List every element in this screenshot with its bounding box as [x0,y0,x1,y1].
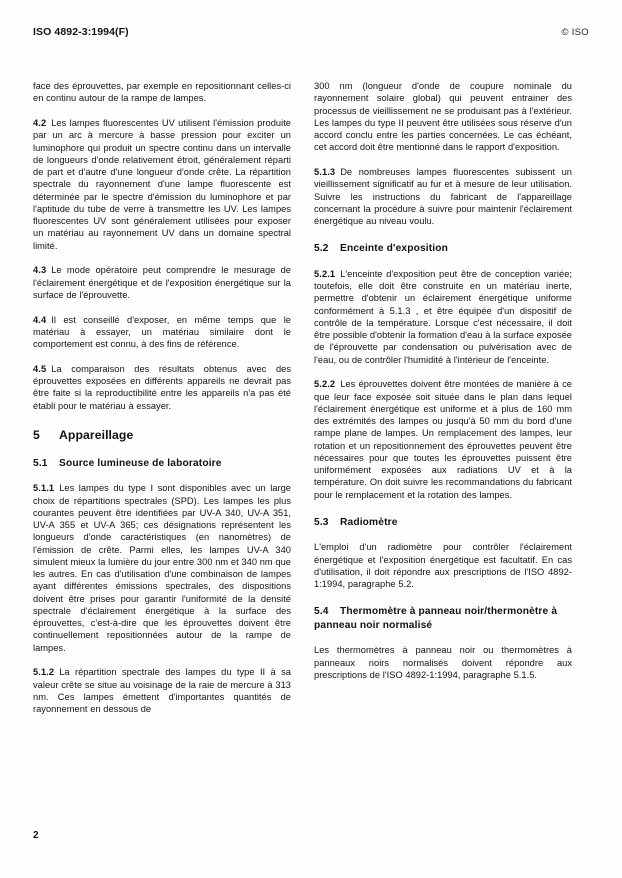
paragraph-number: 4.3 [33,265,47,276]
paragraph-text: Les lampes fluorescentes UV utilisent l'émission produite par un arc à mercure à basse pression pour exciter un luminophore qui produit un spectre continu dans un intervalle de longueurs d'onde relativement étroit, généralement réparti de part et d'autre d'une longueur d'onde crête. La répartition spectrale du rayonnement d'une lampe fluorescente est déterminée par le spectre d'émission du luminophore et par l'aptitude du tube de verre à transmettre les UV. Les lampes fluorescentes UV sont généralement utilisées pour exposer un matériau au rayonnement UV dans un domaine spectral limité. [33,118,291,251]
clause-title: Thermomètre à panneau noir/thermonètre à panneau noir normalisé [314,606,558,631]
paragraph-number: 5.1.1 [33,483,55,494]
left-column [33,80,291,715]
clause-title: Appareillage [59,427,134,442]
paragraph-text: 300 nm (longueur d'onde de coupure nominale du rayonnement solaire global) qui peuvent entrainer des processus de vieillissement ne se produisant pas à l'extérieur. Les lampes du type II peuvent être utilisées sous réserve d'un accord conclu entre les parties concernées. Le cas échéant, cet accord doit être mentionné dans le rapport d'exposition. [314,81,572,153]
body-columns [33,80,589,830]
paragraph-text: Les thermomètres à panneau noir ou thermomètres à panneaux noirs normalisés doivent répondre aux prescriptions de l'ISO 4892-1:1994, paragraphe 5.1.5. [314,645,572,680]
clause-title: Enceinte d'exposition [340,243,449,255]
body-paragraph [314,80,572,154]
copyright-notice: © ISO [561,27,589,38]
paragraph-text: L'enceinte d'exposition peut être de conception variée; toutefois, elle doit être construite en un matériau inerte, permettre d'obtenir un éclairement énergétique uniforme conformément à 5.1.3 , et être équipée d'un dispositif de contrôle de la température. Lorsque c'est nécessaire, il doit être possible d'obtenir la formation d'eau à la surface exposée de l'éprouvette par condensation ou pulvérisation avec de l'eau, ou de contrôler l'humidité à l'intérieur de l'enceinte. [314,268,572,365]
clause-title: Source lumineuse de laboratoire [59,457,222,469]
clause-heading-level1 [33,428,291,442]
paragraph-text: L'emploi d'un radiomètre pour contrôler l'éclairement énergétique et l'exposition énergétique est facultatif. En cas d'utilisation, il doit répondre aux prescriptions de l'ISO 4892-1:1994, paragraphe 5.2. [314,542,572,589]
paragraph-number: 5.2.1 [314,268,336,279]
page-number: 2 [33,830,39,841]
paragraph-text: face des éprouvettes, par exemple en repositionnant celles-ci en continu autour de la rampe de lampes. [33,81,291,104]
paragraph-text: De nombreuses lampes fluorescentes subissent un vieillissement significatif au fur et à mesure de leur utilisation. Suivre les instructions du fabricant de l'appareillage concernant la procédure à suivre pour maintenir l'éclairement énergétique au niveau voulu. [314,167,572,226]
body-paragraph [33,666,291,715]
clause-heading-level2 [314,605,572,632]
paragraph-number: 4.2 [33,118,47,128]
document-number: ISO 4892-3:1994(F) [33,26,129,38]
body-paragraph [314,378,572,501]
paragraph-number: 5.1.2 [33,667,55,678]
paragraph-text: Le mode opératoire peut comprendre le mesurage de l'éclairement énergétique et de l'exposition énergétique sur la surface de l'éprouvette. [33,265,291,300]
body-paragraph [314,644,572,681]
paragraph-number: 4.5 [33,363,47,374]
paragraph-number: 5.2.2 [314,379,336,390]
clause-heading-level2 [33,457,291,471]
paragraph-text: La répartition spectrale des lampes du type II à sa valeur crête se situe au voisinage de la raie de mercure à 313 nm. Ces lampes émettent d'importantes quantités de rayonnement en dessous de [33,667,291,714]
body-paragraph [314,541,572,590]
clause-number: 5.1 [33,457,48,469]
clause-heading-level2 [314,516,572,530]
clause-heading-level2 [314,242,572,256]
paragraph-number: 4.4 [33,314,47,325]
paragraph-text: La comparaison des résultats obtenus avec des éprouvettes exposées en différents appareils ne devrait pas être faite si la reproductibilité entre les appareils n'a pas été établi pour le matériau à essayer. [33,363,291,411]
clause-title: Radiomètre [340,516,398,528]
clause-number: 5 [33,427,40,442]
paragraph-text: Les lampes du type I sont disponibles avec un large choix de répartitions spectrales (SPD). Les lampes les plus courantes peuvent être identifiées par UV-A 340, UV-A 351, UV-A 355 et UV-A 365; ces désignations représentent les longueurs d'onde caractéristiques (en nanomètres) de l'émission de crête. Parmi elles, les lampes UV-A 340 simulent mieux la lumière du jour entre 300 nm et 340 nm que les autres. En cas d'utilisation d'une combinaison de lampes ayant différentes émissions spectrales, des dispositions doivent être prises pour garantir l'uniformité de la densité spectrale d'éclairement énergétique à la surface des éprouvettes, c'est-à-dire que les éprouvettes doivent être continuellement repositionnées autour de la rampe de lampes. [33,483,291,653]
right-column [314,80,572,681]
clause-number: 5.3 [314,516,329,528]
body-paragraph [33,80,291,105]
clause-number: 5.4 [314,606,329,618]
body-paragraph [33,482,291,654]
running-header [33,26,589,42]
clause-number: 5.2 [314,243,329,255]
paragraph-text: Les éprouvettes doivent être montées de manière à ce que leur face exposée soit située dans le plan dans lequel l'éclairement énergétique est uniforme et à plus de 160 mm des extrémités des lampes ou jusqu'à 50 mm du bord d'une rampe plane de lampes. Un remplacement des lampes, leur rotation et un repositionnement des éprouvettes peuvent être nécessaires pour que toutes les éprouvettes puissent être uniformément exposées aux radiations UV et à la température. On doit suivre les recommandations du fabricant pour le remplacement et la rotation des lampes. [314,379,572,500]
body-paragraph [33,363,291,412]
body-paragraph [314,166,572,227]
paragraph-number: 5.1.3 [314,167,336,177]
body-paragraph [33,314,291,351]
body-paragraph [33,264,291,301]
body-paragraph [33,117,291,252]
body-paragraph [314,268,572,366]
paragraph-text: Il est conseillé d'exposer, en même temps que le matériau à essayer, un matériau similaire dont le comportement est connu, à des fins de référence. [33,314,291,349]
